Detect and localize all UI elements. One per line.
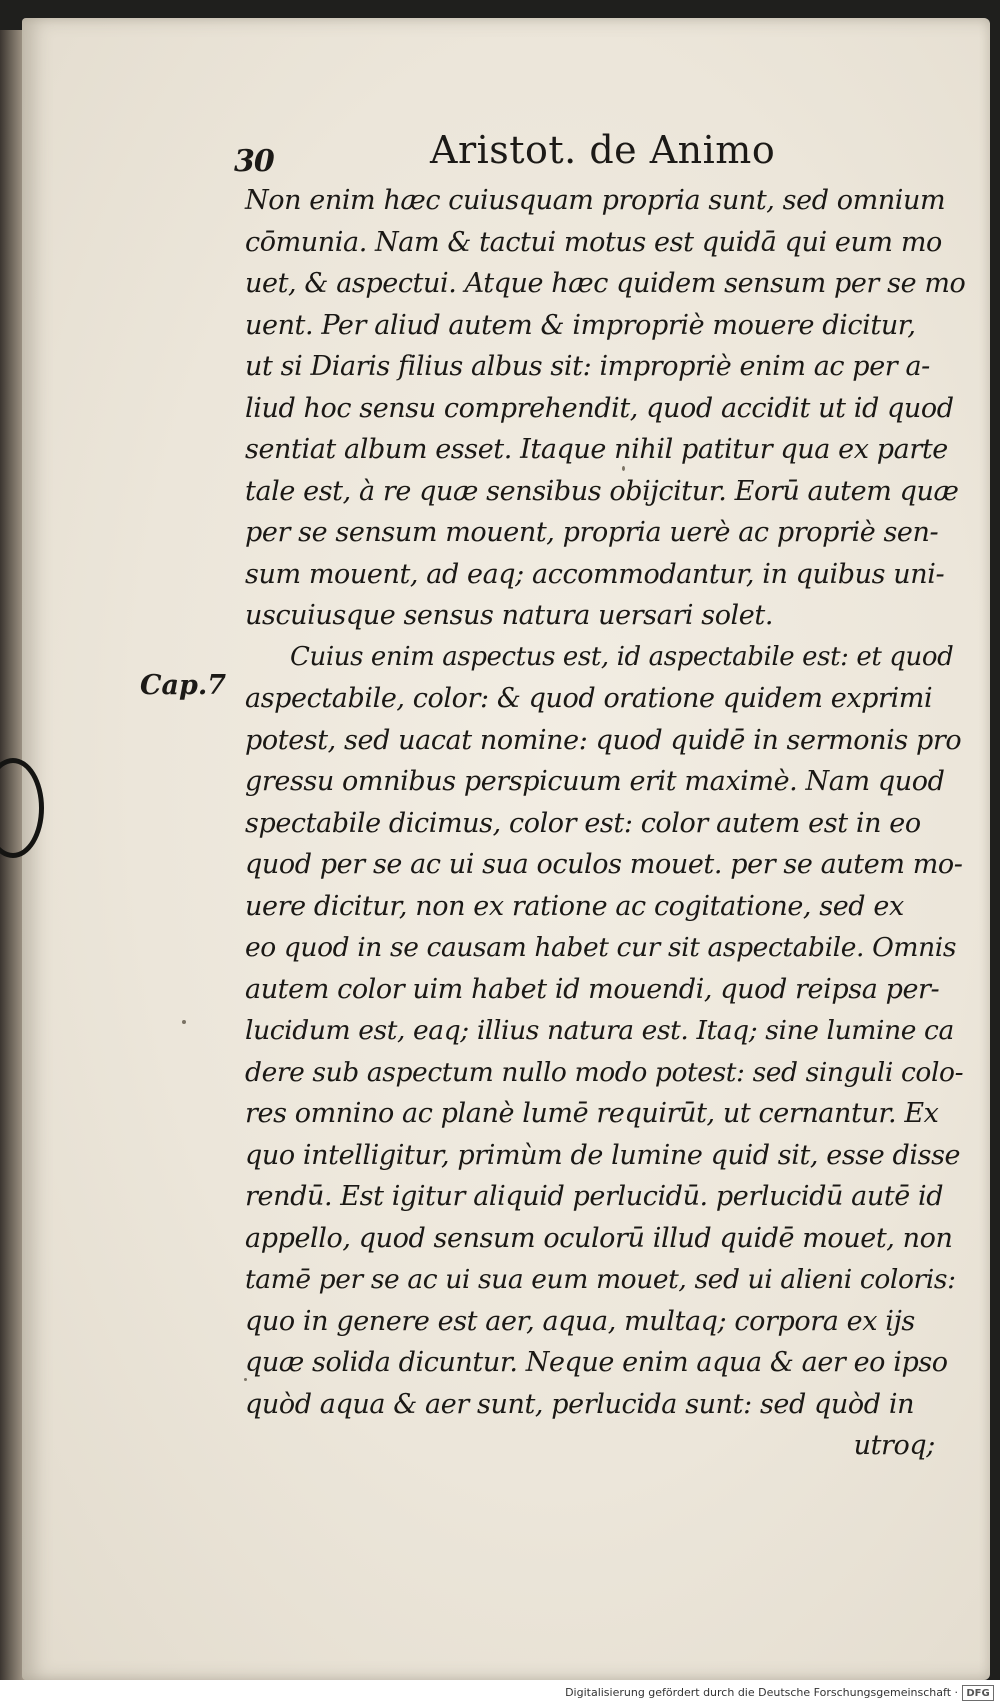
text-line: aspectabile, color: & quod oratione quidem exprimi: [245, 683, 933, 714]
text-line: liud hoc sensu comprehendit, quod accidit ut id quod: [245, 392, 954, 424]
text-line: quod per se ac ui sua oculos mouet. per se autem mo-: [245, 849, 963, 880]
text-line: gressu omnibus perspicuum erit maximè. Nam quod: [245, 766, 945, 797]
text-line: sum mouent, ad eaq; accommodantur, in quibus uni-: [245, 558, 945, 590]
text-line: spectabile dicimus, color est: color autem est in eo: [245, 807, 921, 839]
text-line: lucidum est, eaq; illius natura est. Itaq; sine lumine ca: [245, 1015, 954, 1046]
text-line: Cuius enim aspectus est, id aspectabile est: et quod: [290, 641, 954, 672]
text-line: per se sensum mouent, propria uerè ac propriè sen-: [245, 517, 939, 548]
text-line: res omnino ac planè lumē requirūt, ut cernantur. Ex: [245, 1098, 939, 1129]
dfg-logo: DFG: [962, 1685, 994, 1701]
text-line: uscuiusque sensus natura uersari solet.: [245, 600, 773, 631]
text-line: quo in genere est aer, aqua, multaq; corpora ex ijs: [245, 1305, 915, 1337]
text-line: rendū. Est igitur aliquid perlucidū. perlucidū autē id: [245, 1181, 944, 1212]
text-line: dere sub aspectum nullo modo potest: sed singuli colo-: [245, 1056, 964, 1088]
digitization-footer: [0, 1680, 1000, 1707]
catchword: utroq;: [853, 1430, 935, 1461]
page-number: 30: [234, 144, 274, 179]
text-line: quòd aqua & aer sunt, perlucida sunt: sed quòd in: [245, 1388, 915, 1420]
funding-credit: Digitalisierung gefördert durch die Deutsche Forschungsgemeinschaft ·: [565, 1686, 958, 1699]
running-head: [230, 128, 960, 180]
paper-speck: [182, 1020, 186, 1024]
text-line: Non enim hæc cuiusquam propria sunt, sed omnium: [245, 185, 946, 216]
marginal-note: Cap.7: [140, 670, 227, 701]
text-line: cōmunia. Nam & tactui motus est quidā qui eum mo: [245, 226, 942, 258]
text-line: tale est, à re quæ sensibus obijcitur. Eorū autem quæ: [245, 475, 959, 507]
text-line: tamē per se ac ui sua eum mouet, sed ui alieni coloris:: [245, 1264, 956, 1295]
text-line: ut si Diaris filius albus sit: impropriè enim ac per a-: [245, 351, 930, 382]
text-line: quæ solida dicuntur. Neque enim aqua & aer eo ipso: [245, 1347, 948, 1378]
text-line: appello, quod sensum oculorū illud quidē mouet, non: [245, 1222, 953, 1254]
body-text: [245, 180, 965, 1467]
text-line: eo quod in se causam habet cur sit aspectabile. Omnis: [245, 932, 957, 963]
text-line: uent. Per aliud autem & impropriè mouere dicitur,: [245, 309, 916, 341]
text-line: potest, sed uacat nomine: quod quidē in sermonis pro: [245, 724, 962, 756]
text-line: uere dicitur, non ex ratione ac cogitatione, sed ex: [245, 890, 904, 922]
text-line: autem color uim habet id mouendi, quod reipsa per-: [245, 973, 940, 1005]
text-line: sentiat album esset. Itaque nihil patitur qua ex parte: [245, 434, 948, 465]
text-line: uet, & aspectui. Atque hæc quidem sensum per se mo: [245, 268, 966, 299]
text-line: quo intelligitur, primùm de lumine quid sit, esse disse: [245, 1139, 961, 1171]
running-title: Aristot. de Animo: [430, 128, 776, 172]
